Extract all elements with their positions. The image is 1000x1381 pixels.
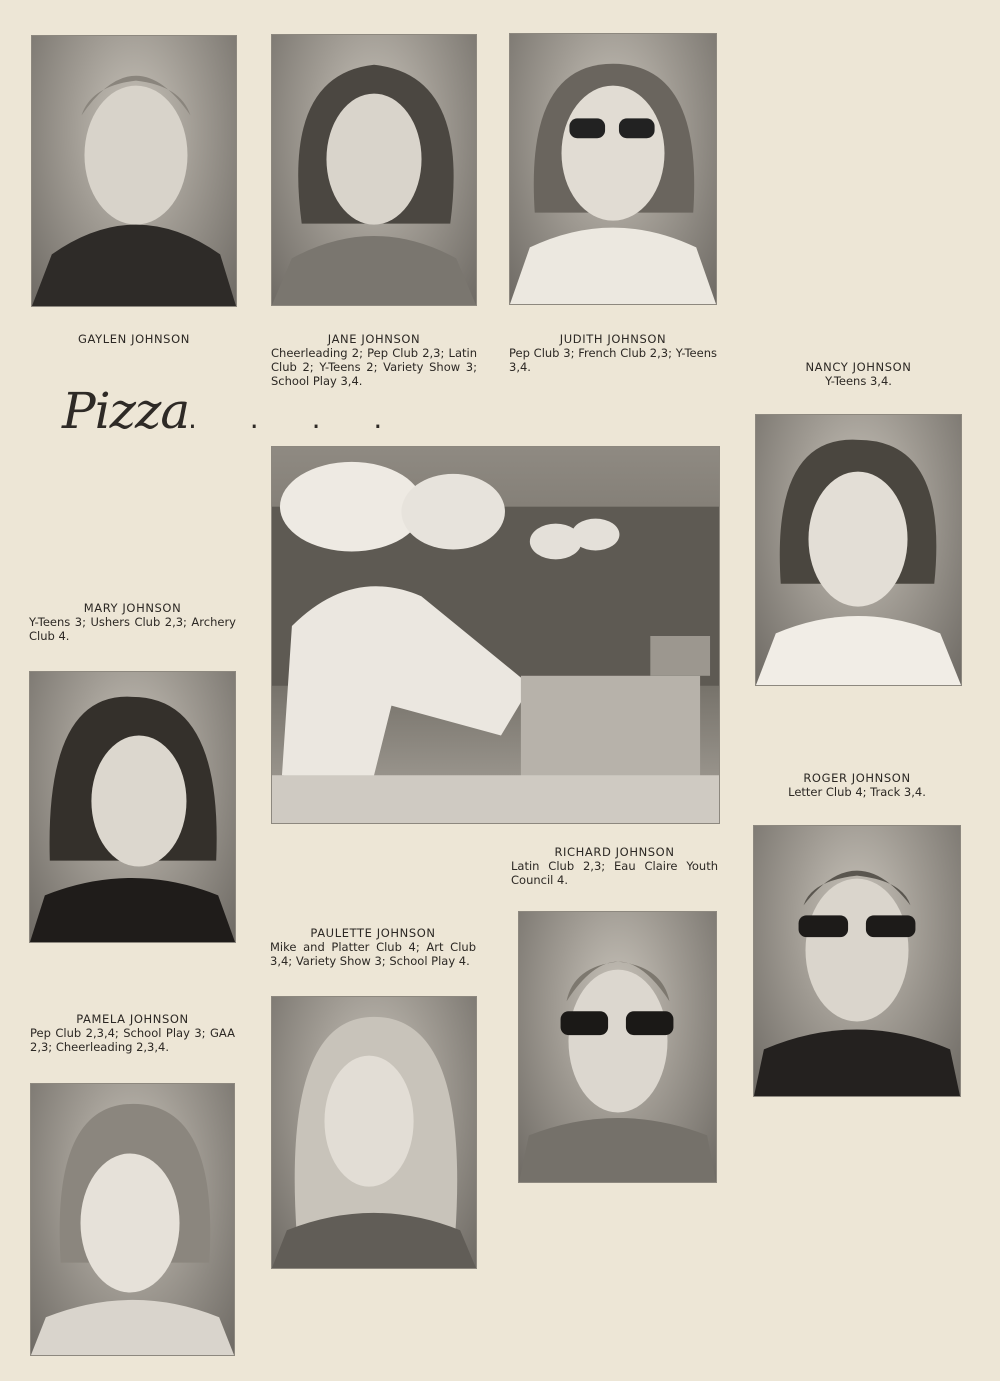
portrait-photo-richard-johnson (518, 911, 717, 1183)
portrait-photo-mary-johnson (29, 671, 236, 943)
heading-ellipsis: . . . . (188, 402, 405, 435)
caption-jane-johnson (271, 332, 477, 388)
portrait-photo-judith-johnson (509, 33, 717, 305)
student-name: RICHARD JOHNSON (554, 845, 675, 859)
caption-pamela-johnson (30, 1012, 235, 1054)
student-name: JANE JOHNSON (327, 332, 421, 346)
caption-richard-johnson (511, 845, 718, 887)
pizza-kitchen-candid-photo (271, 446, 720, 824)
portrait-photo-paulette-johnson (271, 996, 477, 1269)
pizza-script-heading: Pizza (62, 382, 190, 440)
student-name: NANCY JOHNSON (805, 360, 912, 374)
portrait-photo-jane-johnson (271, 34, 477, 306)
student-activities: Latin Club 2,3; Eau Claire Youth Council 4. (511, 859, 718, 887)
portrait-photo-nancy-johnson (755, 414, 962, 686)
student-activities: Y-Teens 3; Ushers Club 2,3; Archery Club 4. (29, 615, 236, 643)
portrait-photo-gaylen-johnson (31, 35, 237, 307)
portrait-photo-roger-johnson (753, 825, 961, 1097)
student-activities: Y-Teens 3,4. (825, 374, 892, 388)
student-name: ROGER JOHNSON (803, 771, 911, 785)
portrait-photo-pamela-johnson (30, 1083, 235, 1356)
caption-paulette-johnson (270, 926, 476, 968)
caption-nancy-johnson (755, 360, 962, 388)
student-name: JUDITH JOHNSON (559, 332, 667, 346)
student-name: PAMELA JOHNSON (76, 1012, 189, 1026)
student-activities: Mike and Platter Club 4; Art Club 3,4; Variety Show 3; School Play 4. (270, 940, 476, 968)
caption-roger-johnson (753, 771, 961, 799)
student-activities: Cheerleading 2; Pep Club 2,3; Latin Club 2; Y-Teens 2; Variety Show 3; School Play 3,4. (271, 346, 477, 388)
student-name: GAYLEN JOHNSON (78, 332, 190, 346)
student-activities: Pep Club 3; French Club 2,3; Y-Teens 3,4. (509, 346, 717, 374)
student-activities: Pep Club 2,3,4; School Play 3; GAA 2,3; Cheerleading 2,3,4. (30, 1026, 235, 1054)
student-name: PAULETTE JOHNSON (310, 926, 436, 940)
caption-judith-johnson (509, 332, 717, 374)
student-activities: Letter Club 4; Track 3,4. (788, 785, 926, 799)
student-name: MARY JOHNSON (83, 601, 182, 615)
caption-mary-johnson (29, 601, 236, 643)
caption-gaylen-johnson (31, 332, 237, 346)
